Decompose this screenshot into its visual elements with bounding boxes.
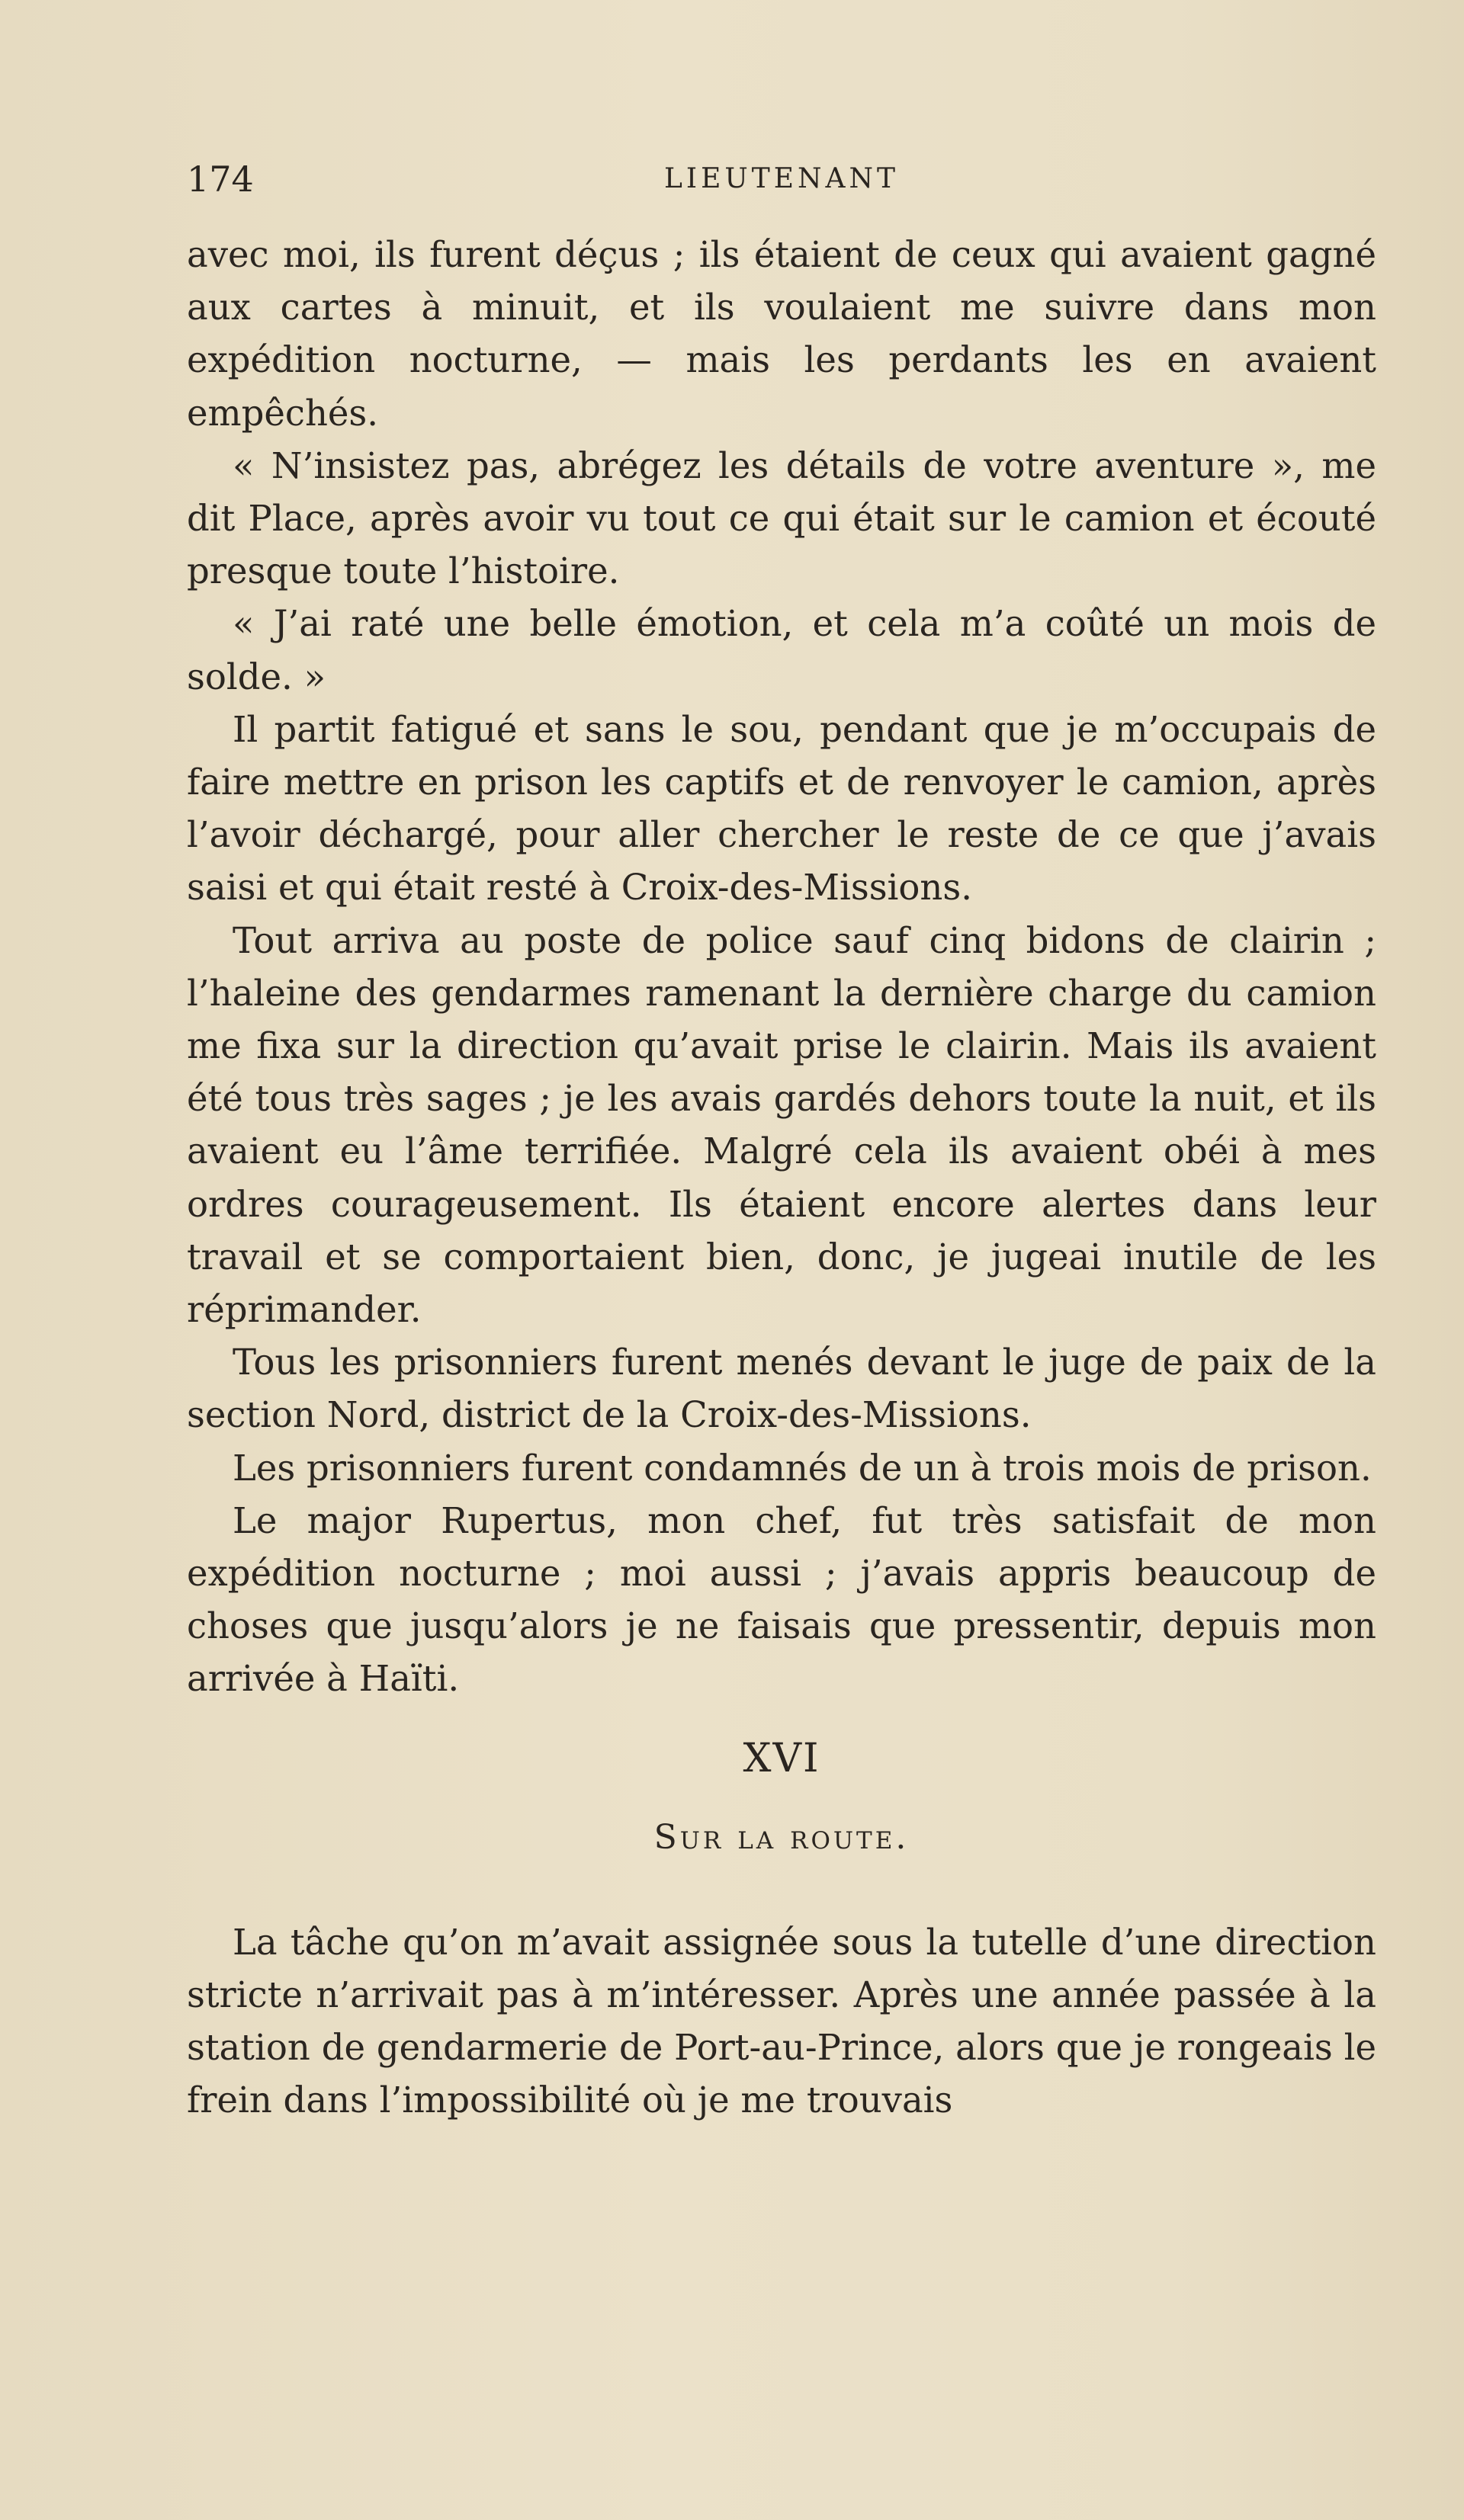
paragraph: Les prisonniers furent condamnés de un à trois mois de prison. (233, 1447, 1372, 1489)
chapter-number: XVI (743, 1735, 820, 1781)
body-text (187, 229, 1376, 2127)
paragraph: La tâche qu’on m’avait assignée sous la tutelle d’une direction stricte n’arrivait pas à m’intéresser. Après une année passée à la station de gendarmerie de Port-au-Prince, alors que je rongeais le frein dans l’impossibilité où je me trouvais (187, 1921, 1376, 2121)
page-header (187, 156, 1376, 202)
paragraph: « J’ai raté une belle émotion, et cela m’a coûté un mois de solde. » (187, 603, 1376, 697)
paragraph: « N’insistez pas, abrégez les détails de votre aventure », me dit Place, après avoir vu tout ce qui était sur le camion et écouté presque toute l’histoire. (187, 444, 1376, 592)
page-number: 174 (187, 159, 254, 200)
running-head: LIEUTENANT (663, 163, 900, 194)
paragraph: Il partit fatigué et sans le sou, pendant que je m’occupais de faire mettre en prison les captifs et de renvoyer le camion, après l’avoir déchargé, pour aller chercher le reste de ce que j’avais saisi et qui était resté à Croix-des-Missions. (187, 708, 1376, 909)
chapter-title: Sur la route. (653, 1817, 910, 1857)
paragraph: Tous les prisonniers furent menés devant le juge de paix de la section Nord, district de la Croix-des-Missions. (187, 1342, 1376, 1436)
paragraph: Tout arriva au poste de police sauf cinq bidons de clairin ; l’haleine des gendarmes ramenant la dernière charge du camion me fixa sur la direction qu’avait prise le clairin. Mais ils avaient été tous très sages ; je les avais gardés dehors toute la nuit, et ils avaient eu l’âme terrifiée. Malgré cela ils avaient obéi à mes ordres courageusement. Ils étaient encore alertes dans leur travail et se comportaient bien, donc, je jugeai inutile de les réprimander. (187, 919, 1376, 1331)
paragraph: Le major Rupertus, mon chef, fut très satisfait de mon expédition nocturne ; moi aussi ; j’avais appris beaucoup de choses que jusqu’alors je ne faisais que pressentir, depuis mon arrivée à Haïti. (187, 1499, 1376, 1700)
paragraph: avec moi, ils furent déçus ; ils étaient de ceux qui avaient gagné aux cartes à minuit, et ils voulaient me suivre dans mon expédition nocturne, — mais les perdants les en avaient empêchés. (187, 234, 1376, 434)
chapter-spacer (187, 1864, 1376, 1916)
